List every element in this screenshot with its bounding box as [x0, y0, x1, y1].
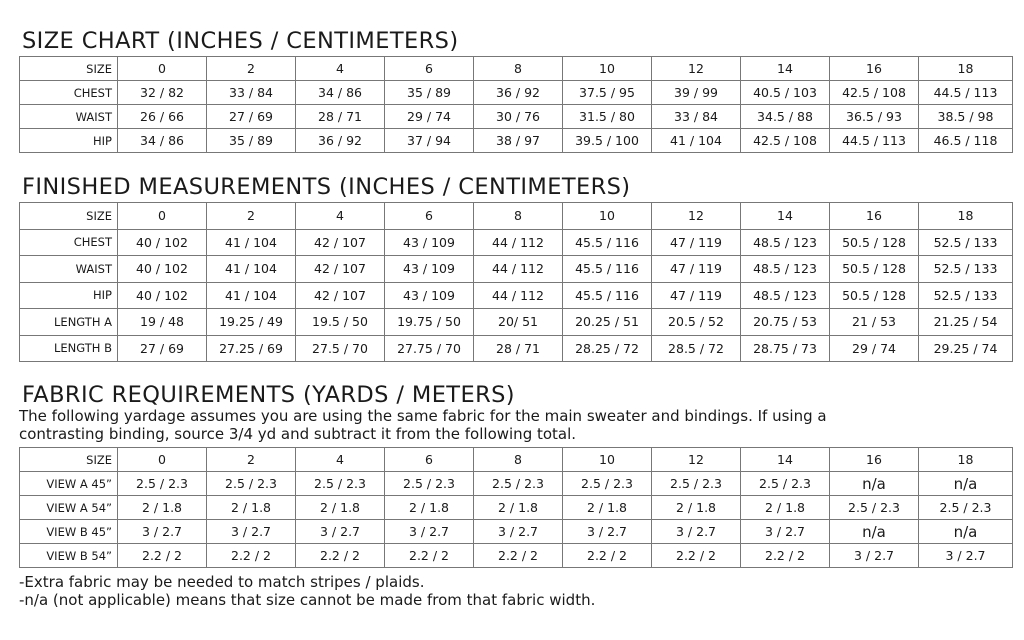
table-cell: 37.5 / 95	[563, 81, 652, 105]
size-chart-title: SIZE CHART (INCHES / CENTIMETERS)	[22, 28, 459, 54]
table-cell: 2.5 / 2.3	[830, 496, 919, 520]
table-cell: n/a	[830, 520, 919, 544]
table-cell: 19.75 / 50	[385, 309, 474, 336]
table-cell: 45.5 / 116	[563, 229, 652, 256]
table-cell: 2.5 / 2.3	[296, 472, 385, 496]
table-cell: 44 / 112	[474, 256, 563, 283]
table-cell: 2.5 / 2.3	[385, 472, 474, 496]
row-label: SIZE	[20, 203, 118, 230]
table-cell: 27.25 / 69	[207, 335, 296, 362]
table-cell: 30 / 76	[474, 105, 563, 129]
table-cell: 42.5 / 108	[830, 81, 919, 105]
table-cell: 48.5 / 123	[741, 282, 830, 309]
table-cell: 42 / 107	[296, 282, 385, 309]
row-label: VIEW B 54”	[20, 544, 118, 568]
table-cell: n/a	[830, 472, 919, 496]
table-cell: 3 / 2.7	[563, 520, 652, 544]
fabric-requirements-title: FABRIC REQUIREMENTS (YARDS / METERS)	[22, 382, 515, 408]
table-cell: 21.25 / 54	[919, 309, 1013, 336]
table-cell: 20.75 / 53	[741, 309, 830, 336]
table-cell: 21 / 53	[830, 309, 919, 336]
size-header-cell: 0	[118, 57, 207, 81]
table-cell: 34 / 86	[118, 129, 207, 153]
table-cell: 27.75 / 70	[385, 335, 474, 362]
size-header-cell: 2	[207, 448, 296, 472]
size-header-cell: 16	[830, 448, 919, 472]
size-header-cell: 0	[118, 203, 207, 230]
note-stripes: -Extra fabric may be needed to match stripes / plaids.	[19, 573, 425, 591]
table-cell: 33 / 84	[652, 105, 741, 129]
table-cell: 32 / 82	[118, 81, 207, 105]
row-label: SIZE	[20, 57, 118, 81]
size-header-cell: 12	[652, 203, 741, 230]
table-cell: 27 / 69	[118, 335, 207, 362]
table-cell: 28.5 / 72	[652, 335, 741, 362]
table-cell: 3 / 2.7	[919, 544, 1013, 568]
table-cell: 29 / 74	[385, 105, 474, 129]
table-cell: 2.2 / 2	[563, 544, 652, 568]
size-header-cell: 8	[474, 448, 563, 472]
table-row	[20, 472, 1013, 496]
size-header-cell: 10	[563, 203, 652, 230]
table-cell: 33 / 84	[207, 81, 296, 105]
table-cell: 43 / 109	[385, 256, 474, 283]
table-cell: 2.5 / 2.3	[563, 472, 652, 496]
table-row	[20, 229, 1013, 256]
table-cell: 2.2 / 2	[296, 544, 385, 568]
table-cell: 34 / 86	[296, 81, 385, 105]
size-header-cell: 16	[830, 57, 919, 81]
table-cell: 44 / 112	[474, 229, 563, 256]
table-cell: 2.2 / 2	[741, 544, 830, 568]
table-cell: 2 / 1.8	[118, 496, 207, 520]
fabric-requirements-table	[19, 447, 1013, 568]
table-cell: 2.2 / 2	[118, 544, 207, 568]
table-cell: 35 / 89	[385, 81, 474, 105]
table-cell: 3 / 2.7	[830, 544, 919, 568]
table-cell: 2 / 1.8	[207, 496, 296, 520]
table-cell: 41 / 104	[207, 282, 296, 309]
table-cell: 20.5 / 52	[652, 309, 741, 336]
table-cell: 3 / 2.7	[385, 520, 474, 544]
table-cell: 52.5 / 133	[919, 229, 1013, 256]
table-cell: 42 / 107	[296, 256, 385, 283]
table-cell: 41 / 104	[207, 256, 296, 283]
size-header-cell: 0	[118, 448, 207, 472]
table-cell: 28 / 71	[296, 105, 385, 129]
table-cell: 2.5 / 2.3	[919, 496, 1013, 520]
table-row	[20, 81, 1013, 105]
table-cell: 3 / 2.7	[652, 520, 741, 544]
table-cell: 2 / 1.8	[563, 496, 652, 520]
size-header-cell: 18	[919, 448, 1013, 472]
table-cell: 40 / 102	[118, 256, 207, 283]
table-cell: 47 / 119	[652, 229, 741, 256]
table-cell: 36.5 / 93	[830, 105, 919, 129]
row-label: CHEST	[20, 81, 118, 105]
table-cell: 45.5 / 116	[563, 256, 652, 283]
table-cell: 34.5 / 88	[741, 105, 830, 129]
table-row	[20, 256, 1013, 283]
size-header-cell: 12	[652, 57, 741, 81]
table-cell: 20.25 / 51	[563, 309, 652, 336]
table-cell: n/a	[919, 520, 1013, 544]
table-cell: 3 / 2.7	[296, 520, 385, 544]
table-cell: 40.5 / 103	[741, 81, 830, 105]
table-row	[20, 129, 1013, 153]
table-cell: 39 / 99	[652, 81, 741, 105]
table-row	[20, 57, 1013, 81]
table-cell: 2 / 1.8	[385, 496, 474, 520]
table-row	[20, 282, 1013, 309]
table-cell: 28.25 / 72	[563, 335, 652, 362]
table-row	[20, 105, 1013, 129]
table-row	[20, 544, 1013, 568]
table-cell: 42 / 107	[296, 229, 385, 256]
size-header-cell: 6	[385, 203, 474, 230]
row-label: CHEST	[20, 229, 118, 256]
size-header-cell: 18	[919, 57, 1013, 81]
table-cell: 19 / 48	[118, 309, 207, 336]
table-cell: 35 / 89	[207, 129, 296, 153]
finished-measurements-table	[19, 202, 1013, 362]
table-cell: 2.2 / 2	[652, 544, 741, 568]
table-cell: 39.5 / 100	[563, 129, 652, 153]
table-cell: 3 / 2.7	[207, 520, 296, 544]
table-cell: 50.5 / 128	[830, 282, 919, 309]
table-row	[20, 335, 1013, 362]
table-cell: 2.5 / 2.3	[741, 472, 830, 496]
size-header-cell: 18	[919, 203, 1013, 230]
table-cell: 2.5 / 2.3	[207, 472, 296, 496]
table-cell: 47 / 119	[652, 256, 741, 283]
table-cell: 29.25 / 74	[919, 335, 1013, 362]
size-chart-table	[19, 56, 1013, 153]
size-header-cell: 16	[830, 203, 919, 230]
table-cell: 46.5 / 118	[919, 129, 1013, 153]
table-cell: 52.5 / 133	[919, 282, 1013, 309]
table-cell: n/a	[919, 472, 1013, 496]
row-label: WAIST	[20, 105, 118, 129]
table-cell: 29 / 74	[830, 335, 919, 362]
table-cell: 45.5 / 116	[563, 282, 652, 309]
row-label: WAIST	[20, 256, 118, 283]
size-header-cell: 10	[563, 448, 652, 472]
table-cell: 20/ 51	[474, 309, 563, 336]
table-cell: 2.5 / 2.3	[118, 472, 207, 496]
table-cell: 27 / 69	[207, 105, 296, 129]
table-cell: 40 / 102	[118, 229, 207, 256]
table-cell: 2.2 / 2	[385, 544, 474, 568]
table-cell: 2.2 / 2	[207, 544, 296, 568]
table-cell: 3 / 2.7	[474, 520, 563, 544]
row-label: HIP	[20, 282, 118, 309]
table-cell: 31.5 / 80	[563, 105, 652, 129]
table-cell: 38 / 97	[474, 129, 563, 153]
table-cell: 2.5 / 2.3	[652, 472, 741, 496]
row-label: VIEW B 45”	[20, 520, 118, 544]
size-header-cell: 4	[296, 448, 385, 472]
table-cell: 2 / 1.8	[296, 496, 385, 520]
row-label: VIEW A 54”	[20, 496, 118, 520]
table-row	[20, 520, 1013, 544]
note-na: -n/a (not applicable) means that size cannot be made from that fabric width.	[19, 591, 596, 609]
size-header-cell: 6	[385, 448, 474, 472]
table-cell: 44.5 / 113	[830, 129, 919, 153]
table-cell: 44 / 112	[474, 282, 563, 309]
table-cell: 50.5 / 128	[830, 256, 919, 283]
size-header-cell: 8	[474, 203, 563, 230]
table-cell: 41 / 104	[652, 129, 741, 153]
table-row	[20, 309, 1013, 336]
table-cell: 40 / 102	[118, 282, 207, 309]
row-label: LENGTH B	[20, 335, 118, 362]
size-header-cell: 2	[207, 203, 296, 230]
fabric-intro-line-1: The following yardage assumes you are using the same fabric for the main sweater and bindings. If using a	[19, 407, 827, 425]
table-cell: 52.5 / 133	[919, 256, 1013, 283]
table-cell: 48.5 / 123	[741, 229, 830, 256]
table-cell: 26 / 66	[118, 105, 207, 129]
table-cell: 42.5 / 108	[741, 129, 830, 153]
table-row	[20, 448, 1013, 472]
table-cell: 36 / 92	[474, 81, 563, 105]
table-cell: 36 / 92	[296, 129, 385, 153]
size-header-cell: 14	[741, 203, 830, 230]
table-cell: 3 / 2.7	[118, 520, 207, 544]
table-cell: 48.5 / 123	[741, 256, 830, 283]
table-cell: 19.25 / 49	[207, 309, 296, 336]
table-cell: 3 / 2.7	[741, 520, 830, 544]
table-cell: 50.5 / 128	[830, 229, 919, 256]
table-cell: 2.2 / 2	[474, 544, 563, 568]
size-header-cell: 6	[385, 57, 474, 81]
size-header-cell: 10	[563, 57, 652, 81]
size-header-cell: 14	[741, 448, 830, 472]
table-cell: 38.5 / 98	[919, 105, 1013, 129]
finished-measurements-title: FINISHED MEASUREMENTS (INCHES / CENTIMETERS)	[22, 174, 631, 200]
table-cell: 19.5 / 50	[296, 309, 385, 336]
row-label: SIZE	[20, 448, 118, 472]
table-cell: 2 / 1.8	[652, 496, 741, 520]
table-cell: 28 / 71	[474, 335, 563, 362]
size-header-cell: 4	[296, 57, 385, 81]
size-header-cell: 2	[207, 57, 296, 81]
size-header-cell: 4	[296, 203, 385, 230]
table-cell: 47 / 119	[652, 282, 741, 309]
size-header-cell: 12	[652, 448, 741, 472]
table-cell: 27.5 / 70	[296, 335, 385, 362]
table-cell: 2 / 1.8	[741, 496, 830, 520]
table-cell: 2 / 1.8	[474, 496, 563, 520]
table-cell: 41 / 104	[207, 229, 296, 256]
row-label: LENGTH A	[20, 309, 118, 336]
table-row	[20, 203, 1013, 230]
size-header-cell: 14	[741, 57, 830, 81]
table-cell: 44.5 / 113	[919, 81, 1013, 105]
table-cell: 43 / 109	[385, 282, 474, 309]
table-cell: 37 / 94	[385, 129, 474, 153]
row-label: VIEW A 45”	[20, 472, 118, 496]
fabric-intro-line-2: contrasting binding, source 3/4 yd and subtract it from the following total.	[19, 425, 577, 443]
size-header-cell: 8	[474, 57, 563, 81]
table-cell: 2.5 / 2.3	[474, 472, 563, 496]
table-cell: 43 / 109	[385, 229, 474, 256]
row-label: HIP	[20, 129, 118, 153]
table-row	[20, 496, 1013, 520]
table-cell: 28.75 / 73	[741, 335, 830, 362]
